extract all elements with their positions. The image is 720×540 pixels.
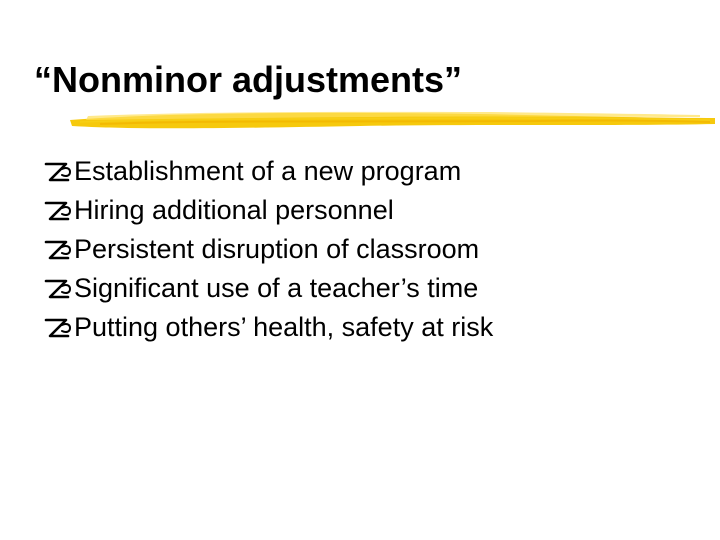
bullet-item (42, 191, 493, 230)
bullet-text: Significant use of a teacher’s time (74, 273, 479, 303)
title-underline-brushstroke (60, 104, 720, 134)
bullet-text: Persistent disruption of classroom (74, 234, 480, 264)
slide-title: “Nonminor adjustments” (34, 59, 463, 100)
bullet-text: Putting others’ health, safety at risk (74, 312, 494, 342)
z-bullet-icon (42, 276, 74, 302)
bullet-item (42, 230, 493, 269)
bullet-text: Establishment of a new program (74, 156, 462, 186)
bullet-list (42, 152, 493, 347)
z-bullet-icon (42, 198, 74, 224)
bullet-item (42, 152, 493, 191)
z-bullet-icon (42, 159, 74, 185)
z-bullet-icon (42, 237, 74, 263)
bullet-item (42, 269, 493, 308)
z-bullet-icon (42, 315, 74, 341)
bullet-item (42, 308, 493, 347)
bullet-text: Hiring additional personnel (74, 195, 394, 225)
